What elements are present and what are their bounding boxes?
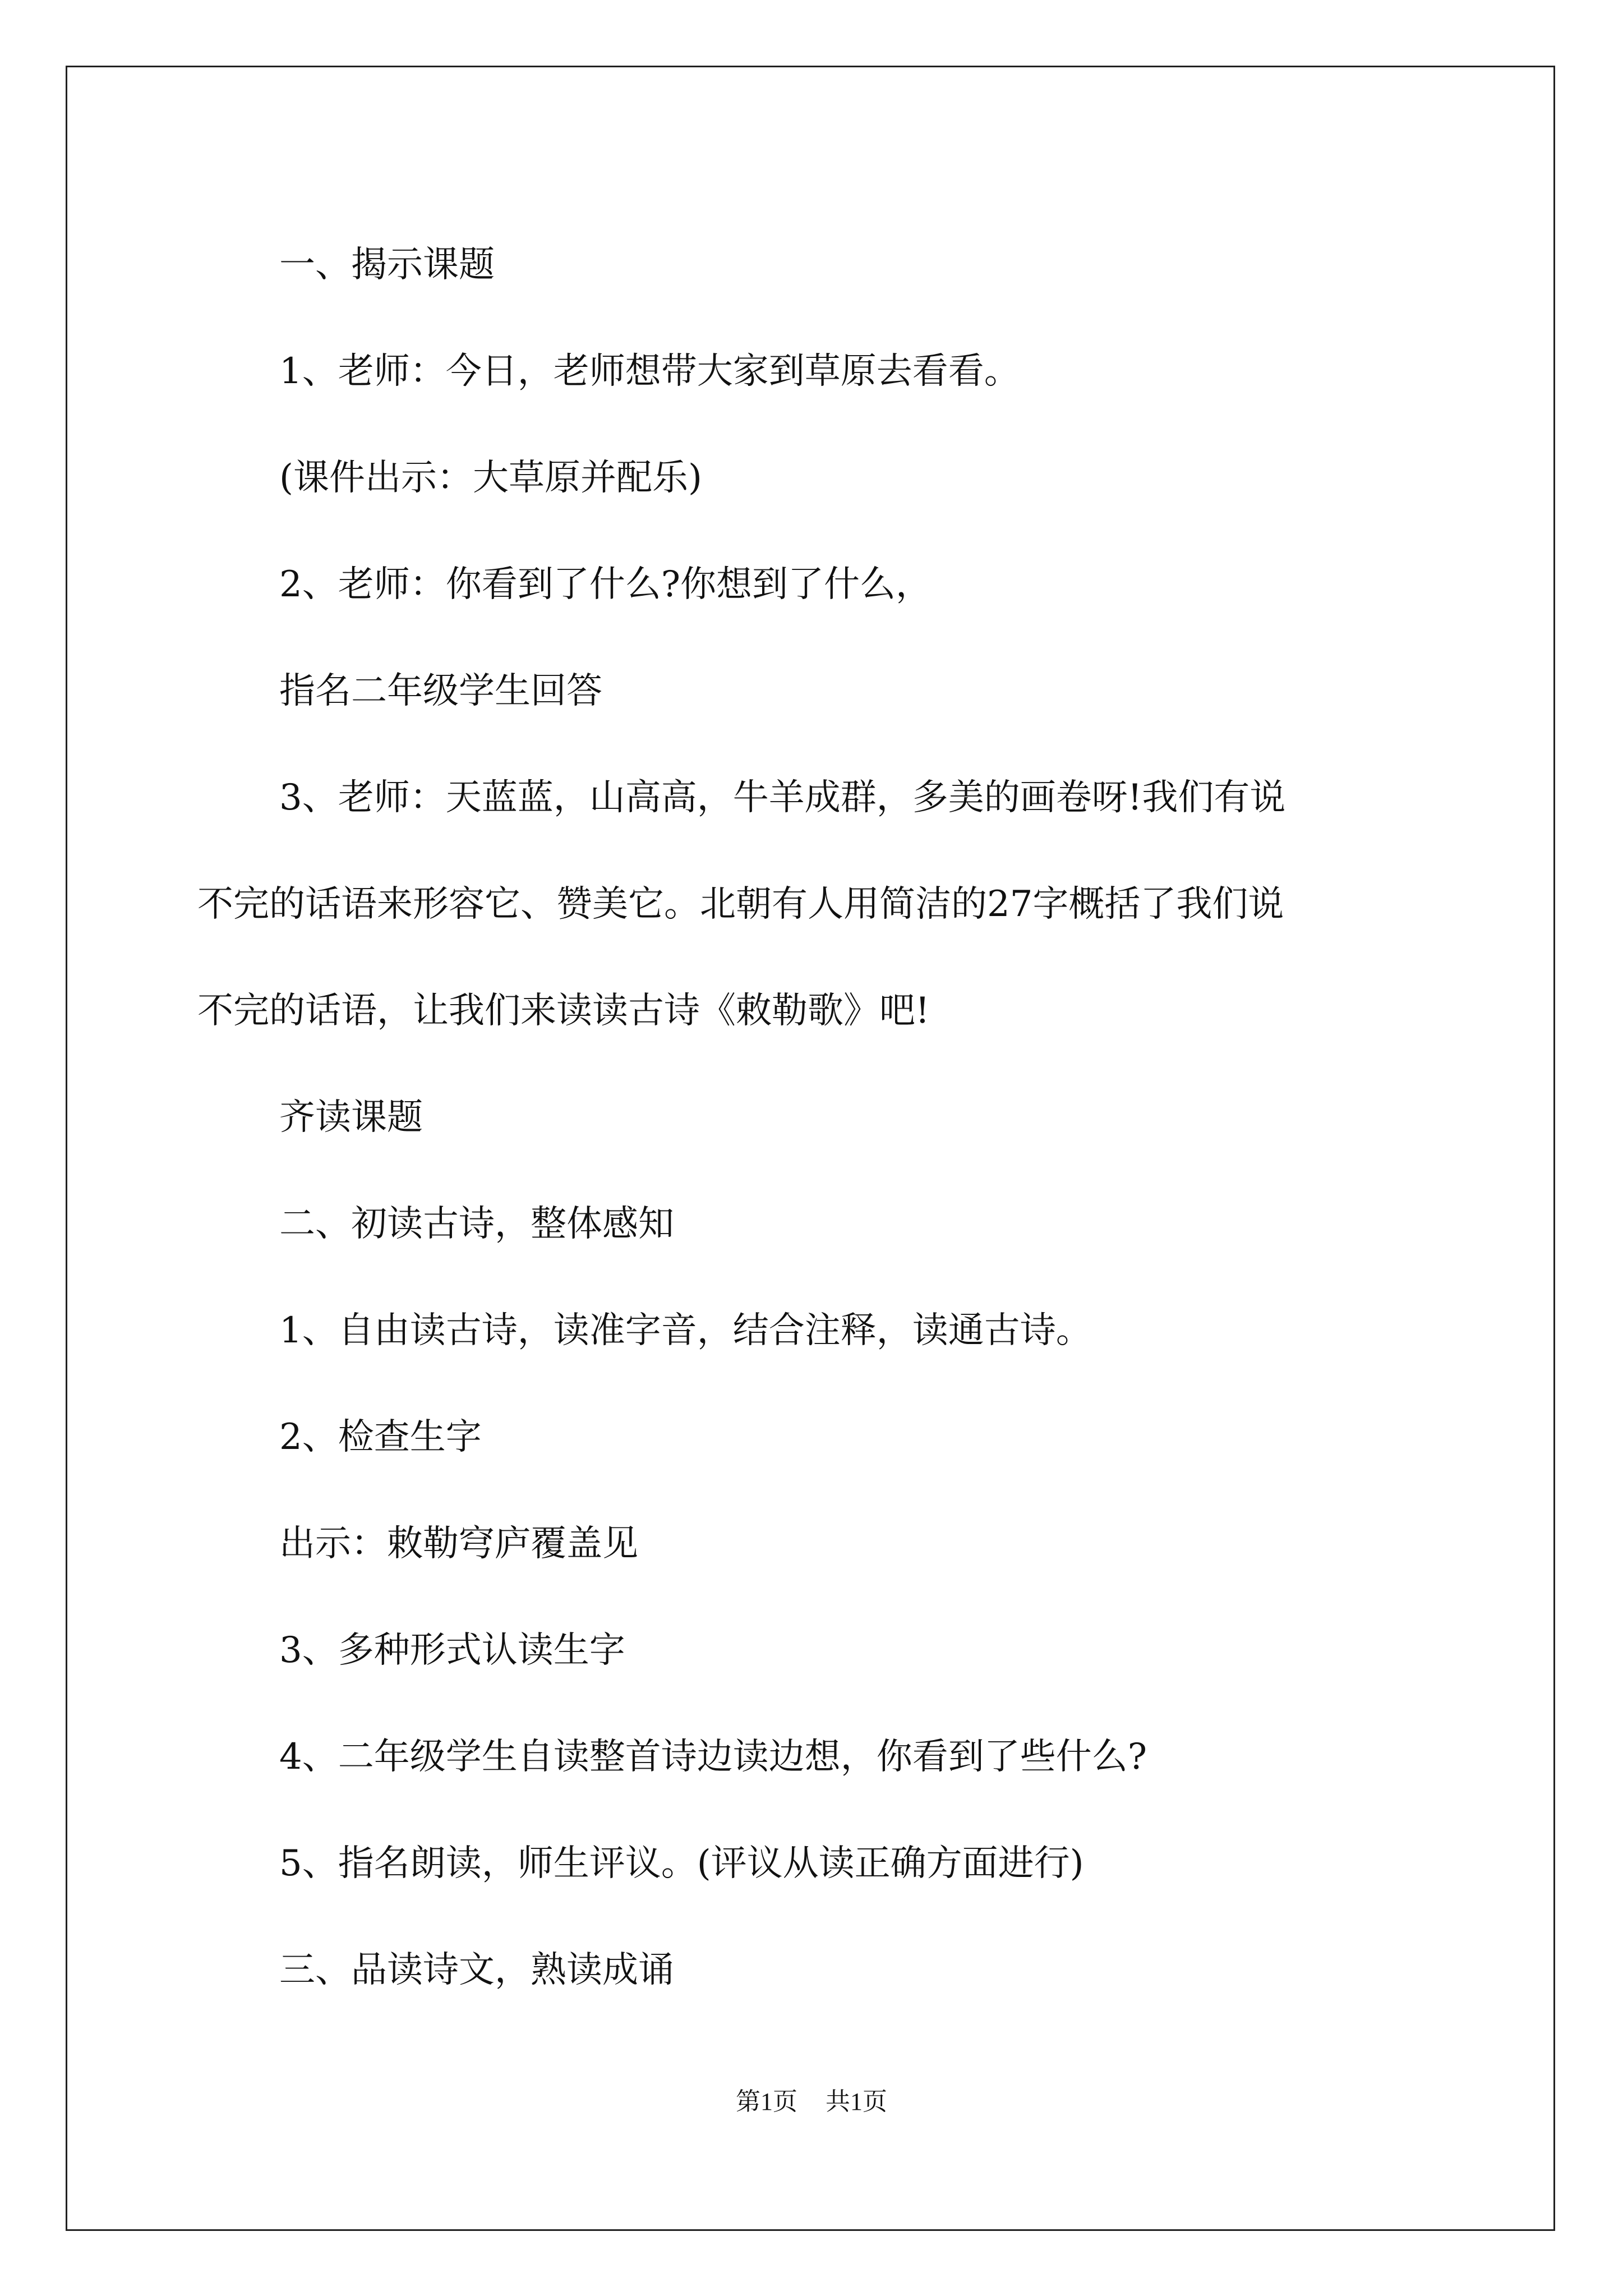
paragraph: 1、老师：今日，老师想带大家到草原去看看。 <box>279 351 1020 392</box>
paragraph: 2、老师：你看到了什么?你想到了什么， <box>279 564 932 605</box>
paragraph: 3、老师：天蓝蓝，山高高，牛羊成群，多美的画卷呀!我们有说 <box>279 777 1286 818</box>
paragraph: 2、检查生字 <box>279 1416 482 1458</box>
section-heading-3: 三、品读诗文，熟读成诵 <box>279 1949 674 1991</box>
paragraph: 4、二年级学生自读整首诗边读边想，你看到了些什么? <box>279 1736 1147 1778</box>
paragraph: 1、自由读古诗，读准字音，结合注释，读通古诗。 <box>279 1310 1092 1351</box>
page-number-current: 第1页 <box>736 2088 797 2115</box>
paragraph: 齐读课题 <box>279 1097 423 1138</box>
paragraph-continuation: 不完的话语，让我们来读读古诗《敕勒歌》吧! <box>197 990 930 1032</box>
paragraph-continuation: 不完的话语来形容它、赞美它。北朝有人用简洁的27字概括了我们说 <box>197 884 1284 925</box>
paragraph: 5、指名朗读，师生评议。(评议从读正确方面进行) <box>279 1843 1084 1884</box>
paragraph: (课件出示：大草原并配乐) <box>279 457 702 499</box>
paragraph: 3、多种形式认读生字 <box>279 1630 625 1671</box>
paragraph: 指名二年级学生回答 <box>279 670 602 712</box>
paragraph: 出示：敕勒穹庐覆盖见 <box>279 1523 638 1565</box>
page-footer <box>0 2081 1623 2117</box>
page-number-total: 共1页 <box>826 2088 887 2115</box>
section-heading-2: 二、初读古诗，整体感知 <box>279 1203 674 1245</box>
document-body <box>197 211 1459 2023</box>
section-heading-1: 一、揭示课题 <box>279 244 495 286</box>
